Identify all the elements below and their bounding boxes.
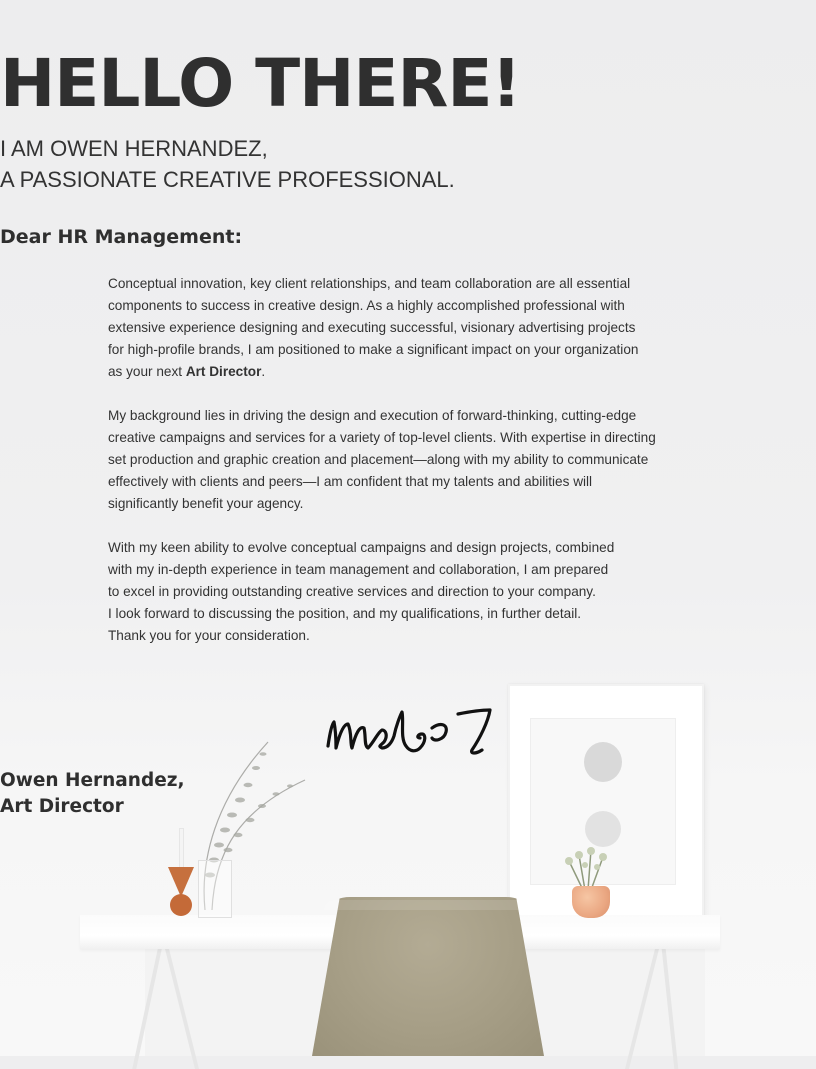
page-title: HELLO THERE! [0, 45, 521, 122]
paragraph-2 [108, 405, 708, 515]
paragraph-line: effectively with clients and peers—I am confident that my talents and abilities will [108, 474, 593, 489]
chair [312, 897, 544, 1056]
paragraph-1 [108, 273, 708, 383]
candle [179, 828, 184, 870]
signoff-name [0, 768, 816, 820]
signoff-name-line: Owen Hernandez, [0, 770, 185, 791]
paragraph-line: Thank you for your consideration. [108, 628, 310, 643]
paragraph-line: for high-profile brands, I am positioned to make a significant impact on your organization [108, 342, 639, 357]
paragraph-line: With my keen ability to evolve conceptual campaigns and design projects, combined [108, 540, 615, 555]
paragraph-line: significantly benefit your agency. [108, 496, 304, 511]
subtitle-line-1: I AM OWEN HERNANDEZ, [0, 136, 268, 161]
paragraph-line: components to success in creative design. As a highly accomplished professional with [108, 298, 625, 313]
paragraph-line: My background lies in driving the design and execution of forward-thinking, cutting-edge [108, 408, 637, 423]
orange-vase [168, 867, 194, 917]
job-title-emphasis: Art Director [185, 364, 262, 379]
paragraph-line: I look forward to discussing the position, and my qualifications, in further detail. [108, 606, 582, 621]
text-run: as your next [108, 364, 186, 379]
paragraph-line [108, 361, 708, 383]
glass-jar [198, 860, 232, 918]
text-run: . [261, 364, 266, 379]
paragraph-line: extensive experience designing and executing successful, visionary advertising projects [108, 320, 636, 335]
salutation: Dear HR Management: [0, 226, 243, 248]
signature-icon [322, 702, 498, 762]
paragraph-line: set production and graphic creation and placement—along with my ability to communicate [108, 452, 649, 467]
paragraph-line: to excel in providing outstanding creative services and direction to your company. [108, 584, 596, 599]
paragraph-line: Conceptual innovation, key client relationships, and team collaboration are all essential [108, 276, 631, 291]
signoff-title-line: Art Director [0, 796, 124, 817]
paragraph-3 [108, 537, 708, 647]
copper-plant-pot [572, 886, 610, 918]
subtitle-line-2: A PASSIONATE CREATIVE PROFESSIONAL. [0, 167, 455, 192]
paragraph-line: creative campaigns and services for a variety of top-level clients. With expertise in directing [108, 430, 656, 445]
paragraph-line: with my in-depth experience in team management and collaboration, I am prepared [108, 562, 609, 577]
subtitle [0, 133, 816, 195]
chair-highlight [324, 900, 532, 910]
